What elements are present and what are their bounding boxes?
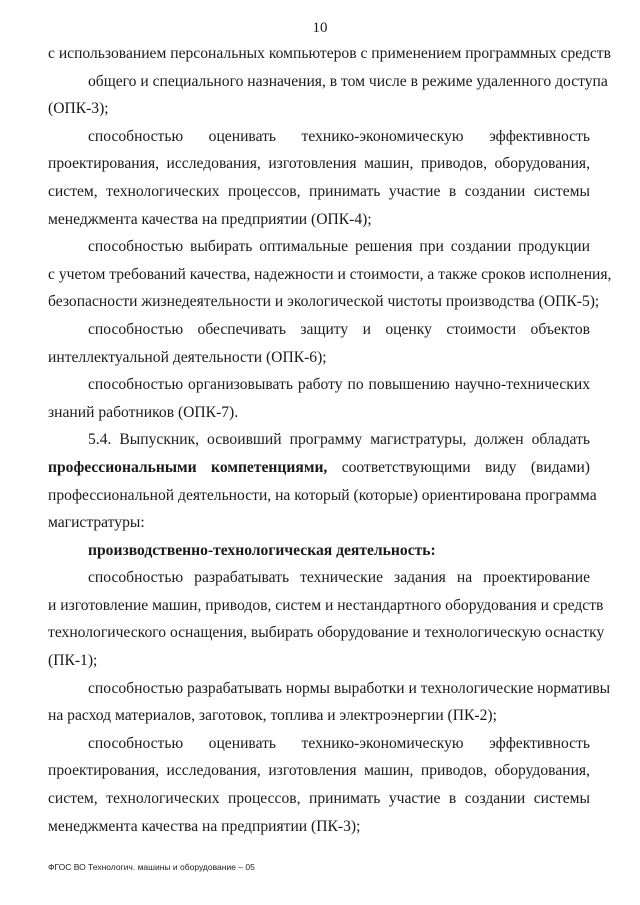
text-line: проектирования, исследования, изготовления машин, приводов, оборудования, [48, 155, 590, 173]
text-line [48, 454, 590, 482]
section-heading: производственно-технологическая деятельность: [88, 541, 436, 559]
paragraph-opk7 [48, 371, 590, 426]
text-line: и изготовление машин, приводов, систем и нестандартного оборудования и средств [48, 596, 604, 614]
paragraph-section-5-4 [48, 426, 597, 536]
text-line: общего и специального назначения, в том числе в режиме удаленного доступа [88, 72, 608, 90]
text-line: 5.4. Выпускник, освоивший программу магистратуры, должен обладать [88, 431, 590, 449]
text-line: с использованием персональных компьютеров с применением программных средств [48, 45, 611, 62]
text-line: менеджмента качества на предприятии (ОПК-4); [48, 210, 372, 228]
text-line: способностью разрабатывать технические задания на проектирование [88, 569, 590, 587]
text-line: технологического оснащения, выбирать оборудование и технологическую оснастку [48, 624, 605, 642]
paragraph-pk2 [48, 675, 611, 730]
text-line: способностью обеспечивать защиту и оценку стоимости объектов [88, 320, 590, 338]
paragraph-opk4 [48, 123, 590, 233]
text-line: (ПК-1); [48, 652, 98, 670]
text-line: на расход материалов, заготовок, топлива и электроэнергии (ПК-2); [48, 707, 497, 725]
document-body [48, 40, 612, 840]
text-line: систем, технологических процессов, принимать участие в создании системы [48, 182, 590, 200]
text-line: способностью оценивать технико-экономическую эффективность [88, 127, 590, 145]
paragraph-opk3-tail [48, 40, 611, 123]
text-line: проектирования, исследования, изготовления машин, приводов, оборудования, [48, 762, 590, 780]
paragraph-opk5 [48, 233, 612, 316]
paragraph-pk1 [48, 564, 605, 674]
text-line: способностью разрабатывать нормы выработки и технологические нормативы [88, 679, 611, 697]
text-line: (ОПК-3); [48, 100, 109, 118]
page-number: 10 [312, 20, 328, 36]
text-line: способностью выбирать оптимальные решения при создании продукции [88, 238, 590, 256]
text-line: с учетом требований качества, надежности и стоимости, а также сроков исполнения, [48, 265, 612, 283]
paragraph-opk6 [48, 316, 590, 371]
page-footer: ФГОС ВО Технологич. машины и оборудование – 05 [48, 862, 255, 872]
text-fragment: соответствующими виду (видами) [341, 458, 590, 476]
text-line: способностью организовывать работу по повышению научно-технических [88, 376, 590, 394]
text-line: магистратуры: [48, 514, 145, 532]
text-line: интеллектуальной деятельности (ОПК-6); [48, 348, 327, 366]
text-line: профессиональной деятельности, на который (которые) ориентирована программа [48, 486, 597, 504]
text-line: систем, технологических процессов, принимать участие в создании системы [48, 790, 590, 808]
text-line: знаний работников (ОПК-7). [48, 403, 239, 421]
text-line: безопасности жизнедеятельности и экологической чистоты производства (ОПК-5); [48, 293, 600, 311]
bold-phrase: профессиональными компетенциями, [48, 458, 328, 476]
text-line: менеджмента качества на предприятии (ПК-3); [48, 817, 361, 835]
text-line: способностью оценивать технико-экономическую эффективность [88, 734, 590, 752]
paragraph-pk3 [48, 730, 590, 840]
